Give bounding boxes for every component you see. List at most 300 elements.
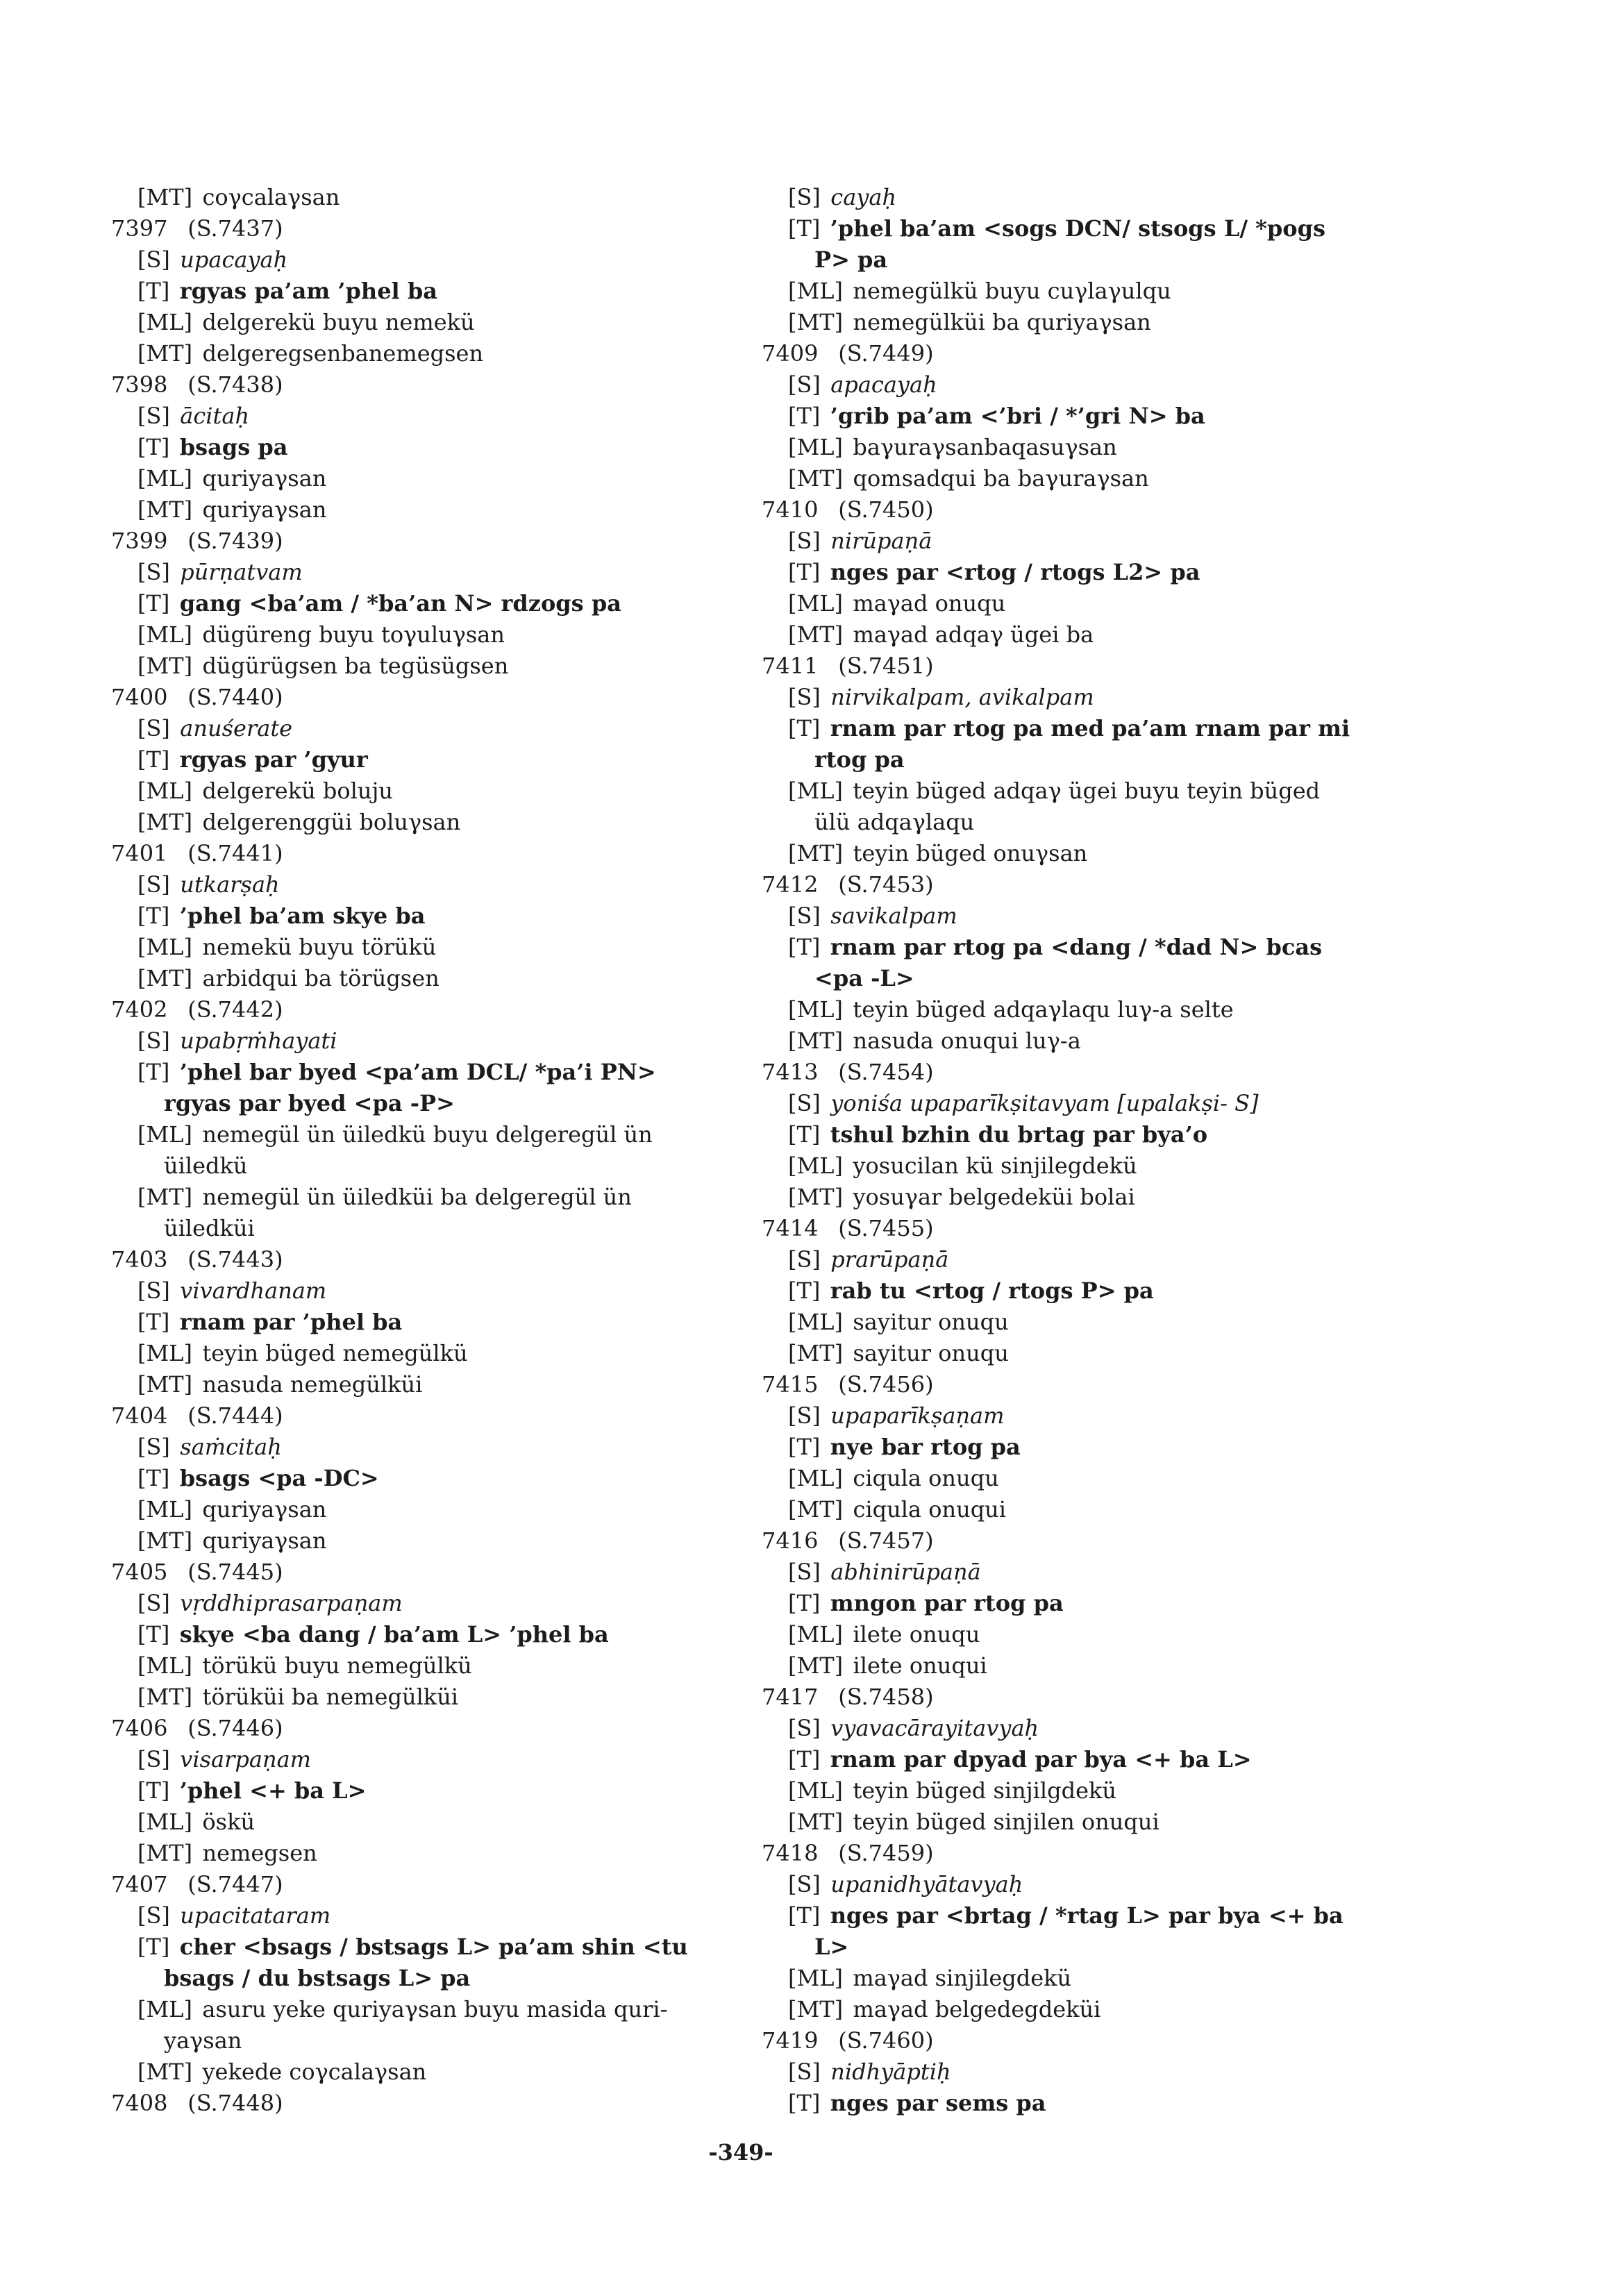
sanskrit-term: upacitataram [180, 1902, 331, 1929]
field-ml [111, 932, 805, 963]
field-label: [T] [788, 1902, 821, 1929]
field-continuation: rgyas par byed <pa -P> [164, 1090, 455, 1116]
field-label: [ML] [137, 934, 192, 960]
mongolian-text: maγad adqaγ ügei ba [853, 621, 1094, 648]
mongolian-text: nemegülküi ba quriyaγsan [853, 309, 1151, 335]
mongolian-text: delgerekü boluju [202, 778, 393, 804]
mongolian-text: nemekü buyu törükü [202, 934, 437, 960]
field-label: [S] [137, 403, 170, 429]
field-s [762, 1713, 1456, 1744]
field-s [762, 1088, 1456, 1119]
field-ml [762, 1463, 1456, 1494]
field-label: [T] [788, 1434, 821, 1460]
field-label: [T] [137, 1934, 170, 1960]
field-label: [T] [137, 1465, 170, 1491]
entry-heading [762, 338, 1456, 369]
field-label: [T] [788, 1590, 821, 1616]
field-label: [MT] [788, 309, 844, 335]
field-mt [111, 182, 805, 213]
entry-heading [762, 651, 1456, 682]
field-t [111, 1057, 805, 1088]
entry-heading [762, 1838, 1456, 1869]
field-label: [T] [788, 934, 821, 960]
tibetan-text: nges par <brtag / *rtag L> par bya <+ ba [830, 1902, 1343, 1929]
mongolian-text: quriyaγsan [202, 1496, 327, 1523]
field-label: [MT] [137, 1684, 193, 1710]
field-label: [ML] [788, 1621, 843, 1648]
entry-number: 7411 [762, 653, 819, 679]
field-label: [MT] [788, 1184, 844, 1210]
entry-reference: (S.7438) [187, 371, 283, 398]
entry-heading [111, 2088, 805, 2119]
field-t [111, 432, 805, 463]
tibetan-text: nges par <rtog / rtogs L2> pa [830, 559, 1200, 585]
field-mt [762, 619, 1456, 651]
field-t [762, 1588, 1456, 1619]
field-s [111, 244, 805, 276]
mongolian-text: maγad belgedegdeküi [853, 1996, 1101, 2022]
entry-number: 7403 [111, 1246, 168, 1273]
field-label: [ML] [788, 1965, 843, 1991]
field-label: [S] [137, 1028, 170, 1054]
entry-heading [111, 682, 805, 713]
field-label: [T] [137, 1059, 170, 1085]
field-t [111, 1307, 805, 1338]
field-s [111, 869, 805, 900]
field-s [762, 182, 1456, 213]
field-mt [762, 1650, 1456, 1682]
sanskrit-term: ācitaḥ [180, 403, 250, 429]
entry-reference: (S.7437) [187, 215, 283, 242]
field-label: [MT] [788, 465, 844, 492]
sanskrit-term: vivardhanam [180, 1277, 327, 1304]
entry-reference: (S.7451) [838, 653, 934, 679]
mongolian-text: yosucilan kü sinjilegdekü [853, 1153, 1137, 1179]
entry-reference: (S.7444) [187, 1402, 283, 1429]
mongolian-text: nemegsen [202, 1840, 317, 1866]
mongolian-text: nasuda nemegülküi [202, 1371, 423, 1398]
field-label: [S] [788, 184, 821, 210]
field-s [111, 1275, 805, 1307]
field-ml [111, 307, 805, 338]
field-label: [S] [137, 1902, 170, 1929]
field-mt [762, 1807, 1456, 1838]
field-label: [T] [788, 1746, 821, 1773]
sanskrit-term: vṛddhiprasarpaṇam [180, 1590, 403, 1616]
field-t [762, 1119, 1456, 1150]
field-label: [MT] [788, 1652, 844, 1679]
entry-reference: (S.7440) [187, 684, 283, 710]
sanskrit-term: upanidhyātavyaḥ [830, 1871, 1023, 1897]
mongolian-text: teyin büged adqaγ ügei buyu teyin büged [853, 778, 1321, 804]
field-continuation: üiledküi [164, 1215, 255, 1241]
field-mt [111, 1682, 805, 1713]
sanskrit-term: nidhyāptiḥ [830, 2059, 951, 2085]
field-label: [MT] [788, 840, 844, 866]
mongolian-text: teyin büged adqaγlaqu luγ-a selte [853, 996, 1234, 1023]
tibetan-text: mngon par rtog pa [830, 1590, 1064, 1616]
field-label: [MT] [137, 965, 193, 991]
entry-reference: (S.7445) [187, 1559, 283, 1585]
field-label: [S] [137, 246, 170, 273]
field-ml [762, 776, 1456, 807]
entry-heading [111, 213, 805, 244]
field-s [111, 713, 805, 744]
field-t [762, 1744, 1456, 1775]
entry-reference: (S.7459) [838, 1840, 934, 1866]
entry-heading [111, 369, 805, 401]
mongolian-text: ciqula onuqui [853, 1496, 1007, 1523]
field-label: [MT] [137, 1371, 193, 1398]
field-label: [MT] [788, 1028, 844, 1054]
entry-reference: (S.7450) [838, 496, 934, 523]
entry-heading [762, 1057, 1456, 1088]
entry-reference: (S.7456) [838, 1371, 934, 1398]
field-t [762, 401, 1456, 432]
mongolian-text: quriyaγsan [202, 1527, 327, 1554]
field-s [111, 557, 805, 588]
sanskrit-term: yoniśa upaparīkṣitavyam [upalakṣi- S] [830, 1090, 1259, 1116]
field-continuation: bsags / du bstsags L> pa [164, 1965, 471, 1991]
entry-number: 7415 [762, 1371, 819, 1398]
field-mt [111, 1838, 805, 1869]
entry-number: 7414 [762, 1215, 819, 1241]
field-mt [762, 1994, 1456, 2025]
field-mt [762, 838, 1456, 869]
entry-number: 7409 [762, 340, 819, 367]
field-ml [762, 1963, 1456, 1994]
mongolian-text: törüküi ba nemegülküi [202, 1684, 459, 1710]
tibetan-text: ’phel bar byed <pa’am DCL/ *pa’i PN> [179, 1059, 656, 1085]
field-label: [MT] [137, 184, 193, 210]
mongolian-text: maγad onuqu [853, 590, 1006, 617]
field-label: [T] [137, 1309, 170, 1335]
field-s [111, 1900, 805, 1932]
field-mt [762, 1025, 1456, 1057]
tibetan-text: nye bar rtog pa [830, 1434, 1021, 1460]
field-label: [MT] [788, 1809, 844, 1835]
entry-heading [762, 1369, 1456, 1400]
field-t [762, 713, 1456, 744]
field-mt [111, 494, 805, 526]
field-label: [T] [137, 746, 170, 773]
entry-heading [762, 2025, 1456, 2056]
mongolian-text: yosuγar belgedeküi bolai [853, 1184, 1135, 1210]
entry-reference: (S.7455) [838, 1215, 934, 1241]
field-s [111, 401, 805, 432]
field-label: [ML] [137, 1496, 192, 1523]
field-label: [MT] [137, 496, 193, 523]
field-label: [ML] [137, 778, 192, 804]
field-label: [ML] [137, 1996, 192, 2022]
entry-heading [762, 1525, 1456, 1557]
entry-heading [111, 838, 805, 869]
entry-number: 7408 [111, 2090, 168, 2116]
entry-number: 7405 [111, 1559, 168, 1585]
field-label: [S] [137, 715, 170, 741]
entry-number: 7416 [762, 1527, 819, 1554]
entry-reference: (S.7453) [838, 871, 934, 898]
field-mt [762, 1182, 1456, 1213]
entry-heading [111, 1400, 805, 1432]
entry-reference: (S.7454) [838, 1059, 934, 1085]
field-t [762, 2088, 1456, 2119]
field-label: [S] [788, 1559, 821, 1585]
field-continuation: <pa -L> [814, 965, 914, 991]
field-label: [S] [788, 1402, 821, 1429]
mongolian-text: delgeregsenbanemegsen [202, 340, 484, 367]
mongolian-text: dügüreng buyu toγuluγsan [202, 621, 505, 648]
field-ml [762, 1150, 1456, 1182]
mongolian-text: maγad sinjilegdekü [853, 1965, 1072, 1991]
mongolian-text: sayitur onuqu [853, 1340, 1009, 1366]
field-label: [ML] [137, 1652, 192, 1679]
tibetan-text: rab tu <rtog / rtogs P> pa [830, 1277, 1154, 1304]
field-s [762, 1400, 1456, 1432]
left-column [111, 182, 805, 2119]
field-label: [S] [788, 1871, 821, 1897]
sanskrit-term: apacayaḥ [830, 371, 937, 398]
field-label: [ML] [788, 1153, 843, 1179]
field-t [111, 1932, 805, 1963]
field-label: [ML] [137, 1121, 192, 1148]
field-continuation: rtog pa [814, 746, 905, 773]
tibetan-text: ’phel ba’am <sogs DCN/ stsogs L/ *pogs [830, 215, 1325, 242]
sanskrit-term: vyavacārayitavyaḥ [830, 1715, 1039, 1741]
mongolian-text: quriyaγsan [202, 496, 327, 523]
field-mt [111, 1369, 805, 1400]
field-t [762, 1900, 1456, 1932]
mongolian-text: baγuraγsanbaqasuγsan [853, 434, 1117, 460]
entry-reference: (S.7439) [187, 528, 283, 554]
field-ml [111, 1338, 805, 1369]
field-t [111, 1463, 805, 1494]
field-mt [111, 1182, 805, 1213]
field-mt [762, 1338, 1456, 1369]
field-mt [111, 963, 805, 994]
field-ml [111, 1494, 805, 1525]
field-label: [T] [137, 434, 170, 460]
field-ml [762, 1775, 1456, 1807]
entry-number: 7402 [111, 996, 168, 1023]
entry-reference: (S.7441) [187, 840, 283, 866]
mongolian-text: törükü buyu nemegülkü [202, 1652, 472, 1679]
field-continuation: üiledkü [164, 1153, 248, 1179]
field-mt [762, 1494, 1456, 1525]
entry-number: 7398 [111, 371, 168, 398]
field-mt [111, 338, 805, 369]
field-label: [S] [788, 2059, 821, 2085]
tibetan-text: ’grib pa’am <’bri / *’gri N> ba [830, 403, 1205, 429]
field-label: [ML] [137, 309, 192, 335]
field-t [111, 588, 805, 619]
tibetan-text: bsags pa [179, 434, 288, 460]
field-t [762, 932, 1456, 963]
field-t [762, 213, 1456, 244]
entry-reference: (S.7447) [187, 1871, 283, 1897]
entry-heading [762, 1213, 1456, 1244]
field-label: [ML] [788, 1465, 843, 1491]
field-t [762, 1275, 1456, 1307]
tibetan-text: ’phel <+ ba L> [179, 1777, 367, 1804]
sanskrit-term: nirūpaṇā [830, 528, 932, 554]
field-t [111, 276, 805, 307]
field-label: [MT] [137, 340, 193, 367]
field-t [762, 1432, 1456, 1463]
field-s [762, 369, 1456, 401]
entry-heading [111, 526, 805, 557]
entry-number: 7413 [762, 1059, 819, 1085]
field-label: [ML] [788, 778, 843, 804]
entry-number: 7407 [111, 1871, 168, 1897]
mongolian-text: nasuda onuqui luγ-a [853, 1028, 1081, 1054]
field-label: [T] [137, 1621, 170, 1648]
entry-heading [762, 494, 1456, 526]
field-s [111, 1432, 805, 1463]
field-t [762, 557, 1456, 588]
field-label: [ML] [137, 621, 192, 648]
sanskrit-term: visarpaṇam [180, 1746, 311, 1773]
field-mt [111, 651, 805, 682]
sanskrit-term: upabṛṁhayati [180, 1028, 337, 1054]
field-ml [111, 463, 805, 494]
field-label: [S] [137, 871, 170, 898]
mongolian-text: nemegül ün üiledküi ba delgeregül ün [202, 1184, 632, 1210]
sanskrit-term: anuśerate [180, 715, 293, 741]
tibetan-text: bsags <pa -DC> [179, 1465, 379, 1491]
tibetan-text: cher <bsags / bstsags L> pa’am shin <tu [179, 1934, 688, 1960]
field-ml [111, 1994, 805, 2025]
field-label: [ML] [788, 278, 843, 304]
field-label: [S] [137, 1434, 170, 1460]
field-label: [ML] [137, 465, 192, 492]
field-label: [ML] [788, 996, 843, 1023]
entry-number: 7404 [111, 1402, 168, 1429]
field-ml [762, 276, 1456, 307]
entry-reference: (S.7458) [838, 1684, 934, 1710]
field-label: [S] [137, 1590, 170, 1616]
field-s [762, 682, 1456, 713]
field-ml [111, 619, 805, 651]
tibetan-text: rnam par rtog pa <dang / *dad N> bcas [830, 934, 1323, 960]
field-s [111, 1025, 805, 1057]
field-ml [762, 432, 1456, 463]
field-label: [ML] [788, 1777, 843, 1804]
sanskrit-term: utkarṣaḥ [180, 871, 280, 898]
entry-reference: (S.7449) [838, 340, 934, 367]
field-label: [ML] [788, 590, 843, 617]
entry-heading [111, 994, 805, 1025]
field-ml [762, 1307, 1456, 1338]
sanskrit-term: pūrṇatvam [180, 559, 303, 585]
field-label: [MT] [137, 809, 193, 835]
tibetan-text: nges par sems pa [830, 2090, 1046, 2116]
entry-number: 7412 [762, 871, 819, 898]
field-mt [762, 307, 1456, 338]
field-ml [111, 1807, 805, 1838]
sanskrit-term: upaparīkṣaṇam [830, 1402, 1005, 1429]
entry-reference: (S.7448) [187, 2090, 283, 2116]
field-label: [MT] [788, 621, 844, 648]
field-label: [T] [788, 2090, 821, 2116]
field-s [762, 1244, 1456, 1275]
tibetan-text: gang <ba’am / *ba’an N> rdzogs pa [179, 590, 621, 617]
field-ml [111, 776, 805, 807]
field-label: [S] [788, 1246, 821, 1273]
entry-heading [111, 1244, 805, 1275]
entry-reference: (S.7460) [838, 2027, 934, 2054]
field-label: [T] [137, 278, 170, 304]
field-label: [S] [788, 371, 821, 398]
field-label: [T] [788, 1277, 821, 1304]
field-label: [MT] [137, 1527, 193, 1554]
field-mt [111, 1525, 805, 1557]
mongolian-text: nemegül ün üiledkü buyu delgeregül ün [202, 1121, 653, 1148]
sanskrit-term: saṁcitaḥ [180, 1434, 282, 1460]
tibetan-text: ’phel ba’am skye ba [179, 903, 426, 929]
field-s [111, 1588, 805, 1619]
entry-reference: (S.7442) [187, 996, 283, 1023]
field-t [111, 1619, 805, 1650]
entry-number: 7400 [111, 684, 168, 710]
entry-number: 7406 [111, 1715, 168, 1741]
field-s [111, 1744, 805, 1775]
sanskrit-term: prarūpaṇā [830, 1246, 949, 1273]
mongolian-text: delgerenggüi boluγsan [202, 809, 461, 835]
mongolian-text: delgerekü buyu nemekü [202, 309, 475, 335]
field-continuation: L> [814, 1934, 849, 1960]
field-label: [T] [788, 215, 821, 242]
field-label: [T] [137, 590, 170, 617]
mongolian-text: asuru yeke quriyaγsan buyu masida quri- [202, 1996, 668, 2022]
mongolian-text: dügürügsen ba tegüsügsen [202, 653, 509, 679]
field-label: [T] [137, 903, 170, 929]
field-label: [T] [137, 1777, 170, 1804]
field-label: [S] [137, 559, 170, 585]
field-s [762, 2056, 1456, 2088]
entry-heading [762, 1682, 1456, 1713]
field-ml [111, 1119, 805, 1150]
field-mt [111, 2056, 805, 2088]
mongolian-text: sayitur onuqu [853, 1309, 1009, 1335]
field-label: [S] [137, 1746, 170, 1773]
field-mt [111, 807, 805, 838]
mongolian-text: ciqula onuqu [853, 1465, 999, 1491]
field-t [111, 900, 805, 932]
right-column [762, 182, 1456, 2119]
field-label: [S] [788, 903, 821, 929]
field-label: [MT] [137, 1184, 193, 1210]
entry-number: 7399 [111, 528, 168, 554]
entry-heading [111, 1869, 805, 1900]
field-label: [ML] [137, 1340, 192, 1366]
field-s [762, 900, 1456, 932]
entry-reference: (S.7443) [187, 1246, 283, 1273]
mongolian-text: teyin büged onuγsan [853, 840, 1088, 866]
field-label: [MT] [137, 2059, 193, 2085]
entry-heading [111, 1713, 805, 1744]
entry-heading [111, 1557, 805, 1588]
tibetan-text: rnam par ’phel ba [179, 1309, 403, 1335]
field-label: [S] [137, 1277, 170, 1304]
entry-heading [762, 869, 1456, 900]
field-s [762, 526, 1456, 557]
entry-number: 7410 [762, 496, 819, 523]
field-s [762, 1557, 1456, 1588]
sanskrit-term: savikalpam [830, 903, 957, 929]
mongolian-text: öskü [202, 1809, 256, 1835]
entry-number: 7419 [762, 2027, 819, 2054]
